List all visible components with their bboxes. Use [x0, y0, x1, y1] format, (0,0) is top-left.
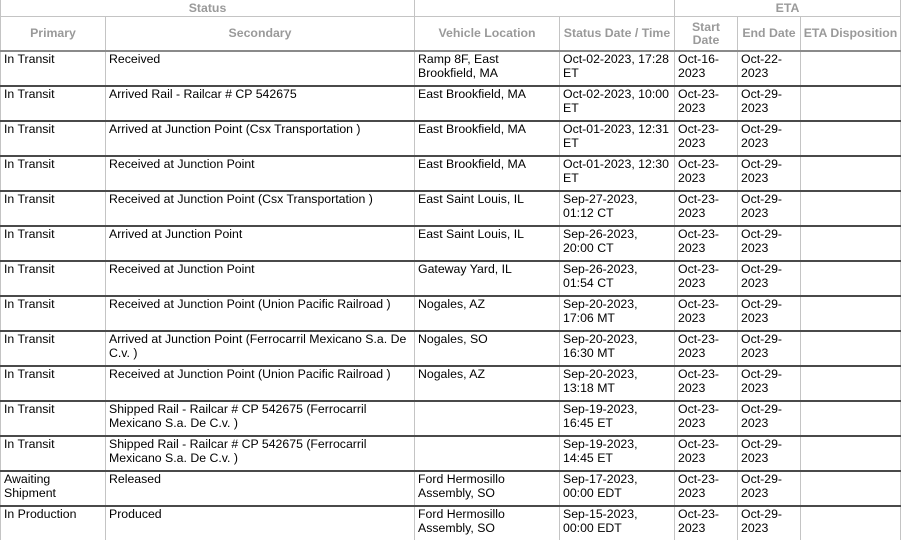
cell-primary: In Transit: [1, 331, 106, 366]
cell-primary: Awaiting Shipment: [1, 471, 106, 506]
cell-end-date: Oct-22-2023: [738, 51, 801, 86]
cell-primary: In Transit: [1, 296, 106, 331]
group-header-eta: ETA: [675, 0, 901, 17]
group-header-blank: [415, 0, 675, 17]
cell-eta-disposition: [801, 86, 901, 121]
table-row: [1, 506, 901, 540]
cell-end-date: Oct-29-2023: [738, 471, 801, 506]
cell-eta-disposition: [801, 121, 901, 156]
cell-eta-disposition: [801, 366, 901, 401]
cell-end-date: Oct-29-2023: [738, 401, 801, 436]
cell-secondary: Received at Junction Point (Csx Transportation ): [106, 191, 415, 226]
cell-primary: In Transit: [1, 156, 106, 191]
cell-secondary: Received at Junction Point (Union Pacific Railroad ): [106, 366, 415, 401]
cell-secondary: Arrived at Junction Point (Csx Transportation ): [106, 121, 415, 156]
cell-vehicle-location: Nogales, AZ: [415, 296, 560, 331]
table-body: [1, 51, 901, 540]
cell-end-date: Oct-29-2023: [738, 366, 801, 401]
cell-vehicle-location: East Brookfield, MA: [415, 121, 560, 156]
cell-eta-disposition: [801, 436, 901, 471]
cell-status-date: Sep-26-2023, 01:54 CT: [560, 261, 675, 296]
cell-vehicle-location: East Saint Louis, IL: [415, 191, 560, 226]
cell-secondary: Received: [106, 51, 415, 86]
cell-secondary: Shipped Rail - Railcar # CP 542675 (Ferrocarril Mexicano S.a. De C.v. ): [106, 401, 415, 436]
cell-start-date: Oct-23-2023: [675, 366, 738, 401]
cell-status-date: Sep-19-2023, 14:45 ET: [560, 436, 675, 471]
cell-end-date: Oct-29-2023: [738, 261, 801, 296]
cell-start-date: Oct-23-2023: [675, 331, 738, 366]
cell-end-date: Oct-29-2023: [738, 436, 801, 471]
cell-start-date: Oct-23-2023: [675, 156, 738, 191]
cell-status-date: Oct-02-2023, 10:00 ET: [560, 86, 675, 121]
cell-end-date: Oct-29-2023: [738, 121, 801, 156]
cell-vehicle-location: Ford Hermosillo Assembly, SO: [415, 471, 560, 506]
table-row: [1, 191, 901, 226]
column-header-end-date[interactable]: End Date: [738, 17, 801, 52]
cell-end-date: Oct-29-2023: [738, 331, 801, 366]
cell-primary: In Transit: [1, 86, 106, 121]
cell-secondary: Arrived Rail - Railcar # CP 542675: [106, 86, 415, 121]
cell-status-date: Oct-01-2023, 12:30 ET: [560, 156, 675, 191]
cell-eta-disposition: [801, 331, 901, 366]
table-row: [1, 471, 901, 506]
cell-start-date: Oct-23-2023: [675, 296, 738, 331]
table-row: [1, 261, 901, 296]
column-header-status-date[interactable]: Status Date / Time: [560, 17, 675, 52]
cell-start-date: Oct-23-2023: [675, 121, 738, 156]
cell-vehicle-location: East Brookfield, MA: [415, 86, 560, 121]
cell-status-date: Sep-17-2023, 00:00 EDT: [560, 471, 675, 506]
cell-end-date: Oct-29-2023: [738, 86, 801, 121]
table-row: [1, 401, 901, 436]
cell-eta-disposition: [801, 296, 901, 331]
cell-primary: In Transit: [1, 261, 106, 296]
cell-vehicle-location: Gateway Yard, IL: [415, 261, 560, 296]
cell-status-date: Sep-20-2023, 13:18 MT: [560, 366, 675, 401]
cell-status-date: Sep-20-2023, 17:06 MT: [560, 296, 675, 331]
cell-end-date: Oct-29-2023: [738, 156, 801, 191]
table-row: [1, 436, 901, 471]
cell-primary: In Production: [1, 506, 106, 540]
table-row: [1, 226, 901, 261]
cell-status-date: Sep-26-2023, 20:00 CT: [560, 226, 675, 261]
table-row: [1, 366, 901, 401]
cell-end-date: Oct-29-2023: [738, 191, 801, 226]
cell-status-date: Sep-19-2023, 16:45 ET: [560, 401, 675, 436]
cell-secondary: Produced: [106, 506, 415, 540]
column-header-row: [1, 17, 901, 52]
table-row: [1, 51, 901, 86]
cell-status-date: Oct-02-2023, 17:28 ET: [560, 51, 675, 86]
cell-end-date: Oct-29-2023: [738, 226, 801, 261]
cell-primary: In Transit: [1, 121, 106, 156]
cell-secondary: Arrived at Junction Point (Ferrocarril Mexicano S.a. De C.v. ): [106, 331, 415, 366]
cell-start-date: Oct-23-2023: [675, 471, 738, 506]
table-row: [1, 156, 901, 191]
cell-vehicle-location: [415, 401, 560, 436]
cell-vehicle-location: Ramp 8F, East Brookfield, MA: [415, 51, 560, 86]
cell-status-date: Sep-20-2023, 16:30 MT: [560, 331, 675, 366]
cell-status-date: Sep-15-2023, 00:00 EDT: [560, 506, 675, 540]
cell-eta-disposition: [801, 401, 901, 436]
cell-eta-disposition: [801, 471, 901, 506]
cell-primary: In Transit: [1, 436, 106, 471]
column-header-start-date[interactable]: Start Date: [675, 17, 738, 52]
cell-eta-disposition: [801, 226, 901, 261]
column-header-eta-disposition[interactable]: ETA Disposition: [801, 17, 901, 52]
cell-vehicle-location: Nogales, SO: [415, 331, 560, 366]
cell-secondary: Received at Junction Point: [106, 261, 415, 296]
cell-start-date: Oct-23-2023: [675, 506, 738, 540]
cell-eta-disposition: [801, 51, 901, 86]
cell-primary: In Transit: [1, 366, 106, 401]
cell-status-date: Sep-27-2023, 01:12 CT: [560, 191, 675, 226]
group-header-status: Status: [1, 0, 415, 17]
cell-primary: In Transit: [1, 401, 106, 436]
cell-vehicle-location: [415, 436, 560, 471]
cell-start-date: Oct-16-2023: [675, 51, 738, 86]
table-row: [1, 296, 901, 331]
cell-vehicle-location: East Saint Louis, IL: [415, 226, 560, 261]
cell-status-date: Oct-01-2023, 12:31 ET: [560, 121, 675, 156]
cell-eta-disposition: [801, 156, 901, 191]
cell-eta-disposition: [801, 261, 901, 296]
cell-start-date: Oct-23-2023: [675, 401, 738, 436]
table-row: [1, 121, 901, 156]
table-row: [1, 86, 901, 121]
table-row: [1, 331, 901, 366]
cell-start-date: Oct-23-2023: [675, 261, 738, 296]
cell-start-date: Oct-23-2023: [675, 436, 738, 471]
cell-eta-disposition: [801, 191, 901, 226]
column-header-vehicle-location[interactable]: Vehicle Location: [415, 17, 560, 52]
cell-secondary: Received at Junction Point: [106, 156, 415, 191]
cell-end-date: Oct-29-2023: [738, 296, 801, 331]
cell-vehicle-location: East Brookfield, MA: [415, 156, 560, 191]
cell-primary: In Transit: [1, 51, 106, 86]
cell-start-date: Oct-23-2023: [675, 86, 738, 121]
cell-vehicle-location: Ford Hermosillo Assembly, SO: [415, 506, 560, 540]
cell-secondary: Released: [106, 471, 415, 506]
cell-primary: In Transit: [1, 226, 106, 261]
column-header-primary[interactable]: Primary: [1, 17, 106, 52]
column-header-secondary[interactable]: Secondary: [106, 17, 415, 52]
cell-start-date: Oct-23-2023: [675, 191, 738, 226]
cell-vehicle-location: Nogales, AZ: [415, 366, 560, 401]
column-group-header-row: [1, 0, 901, 17]
cell-secondary: Shipped Rail - Railcar # CP 542675 (Ferrocarril Mexicano S.a. De C.v. ): [106, 436, 415, 471]
cell-start-date: Oct-23-2023: [675, 226, 738, 261]
cell-end-date: Oct-29-2023: [738, 506, 801, 540]
cell-primary: In Transit: [1, 191, 106, 226]
cell-secondary: Received at Junction Point (Union Pacific Railroad ): [106, 296, 415, 331]
cell-eta-disposition: [801, 506, 901, 540]
cell-secondary: Arrived at Junction Point: [106, 226, 415, 261]
